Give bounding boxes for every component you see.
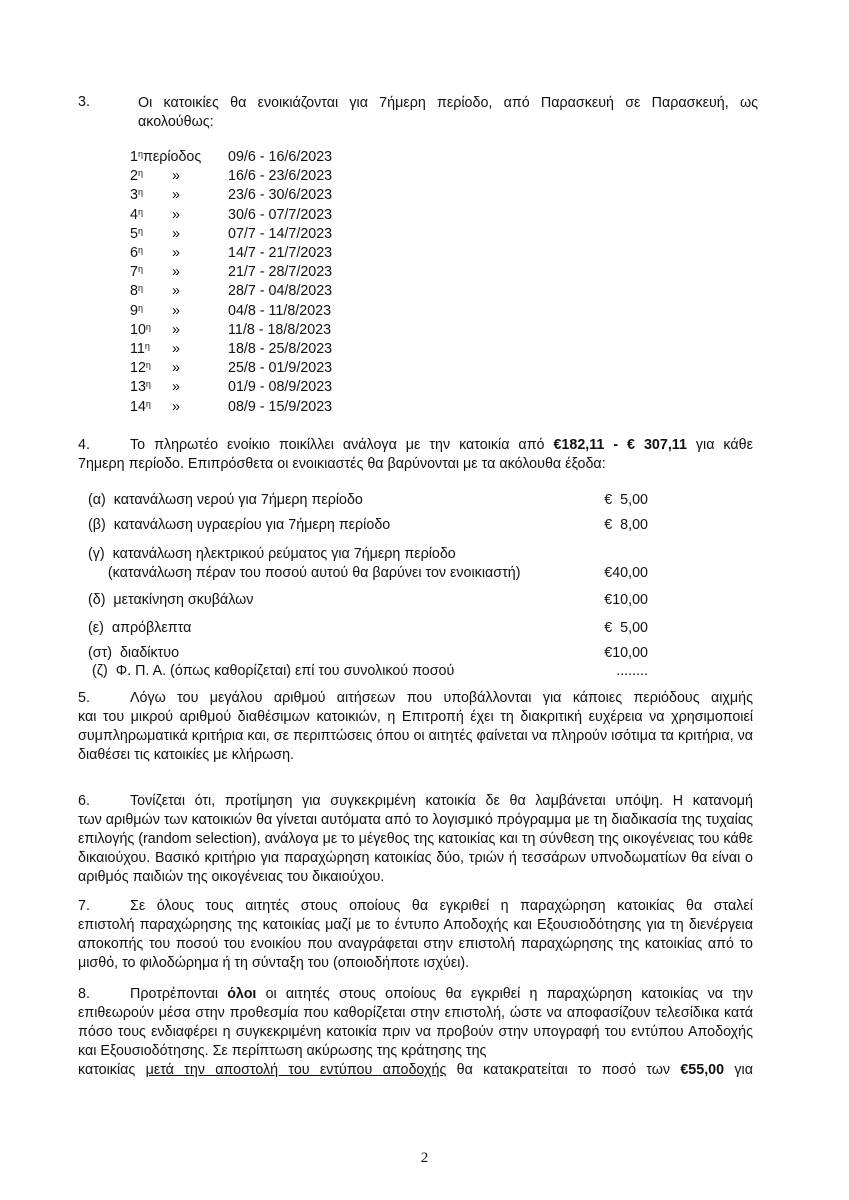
period-row xyxy=(130,186,368,205)
section-8-first-post: οι αιτητές στους οποίους θα εγκριθεί η παραχώρηση κατοικίας να την xyxy=(265,986,753,1002)
section-5-first-line: Λόγω του μεγάλου αριθμού αιτήσεων που υποβάλλονται για κάποιες περιόδους αιχμής xyxy=(130,690,753,706)
period-row xyxy=(130,321,368,340)
period-row xyxy=(130,225,368,244)
section-8-number: 8. xyxy=(78,986,90,1002)
section-4-line-2: 7ημερη περίοδο. Επιπρόσθετα οι ενοικιαστές θα βαρύνονται με τα ακόλουθα έξοδα: xyxy=(78,456,606,472)
period-dates: 08/9 - 15/9/2023 xyxy=(228,398,333,415)
period-dates: 28/7 - 04/8/2023 xyxy=(228,283,333,300)
period-dates: 11/8 - 18/8/2023 xyxy=(228,321,332,338)
period-ordinal: $14^\eta$ xyxy=(130,398,151,415)
rent-range: €182,11 - € 307,11 xyxy=(553,437,687,453)
period-row xyxy=(130,340,368,359)
section-3-line-2: ακολούθως: xyxy=(138,114,214,130)
fee-amount: €10,00 xyxy=(604,645,648,661)
period-dates: 23/6 - 30/6/2023 xyxy=(228,187,333,204)
period-row xyxy=(130,167,368,186)
section-3-number: 3. xyxy=(78,94,90,110)
period-ditto: » xyxy=(172,225,180,242)
section-3-line-1: Οι κατοικίες θα ενοικιάζονται για 7ήμερη περίοδο, από Παρασκευή σε Παρασκευή, ως xyxy=(138,95,758,111)
period-dates: 21/7 - 28/7/2023 xyxy=(228,264,333,281)
period-ordinal: $6^\eta$ xyxy=(130,245,143,262)
section-8-last-mid: θα κατακρατείται το ποσό των xyxy=(456,1062,671,1078)
period-row xyxy=(130,282,368,301)
section-4-number: 4. xyxy=(78,437,90,453)
period-ordinal: $9^\eta$ xyxy=(130,302,143,319)
period-row xyxy=(130,263,368,282)
section-4-paragraph xyxy=(78,436,753,474)
fee-amount: € 5,00 xyxy=(604,620,648,636)
period-ordinal: $7^\eta$ xyxy=(130,264,143,281)
fee-amount: ........ xyxy=(616,663,648,679)
section-8-last-line xyxy=(78,1061,753,1080)
section-7-paragraph xyxy=(78,897,753,973)
period-row xyxy=(130,148,368,167)
section-5-paragraph xyxy=(78,689,753,765)
period-ordinal: $11^\eta$ xyxy=(130,341,150,358)
fee-label: (ζ) Φ. Π. Α. (όπως καθορίζεται) επί του συνολικού ποσού xyxy=(88,663,455,679)
fee-label: (δ) μετακίνηση σκυβάλων xyxy=(88,592,254,608)
period-ordinal: $12^\eta$ xyxy=(130,360,151,377)
period-dates: 09/6 - 16/6/2023 xyxy=(228,149,333,165)
section-6-number: 6. xyxy=(78,793,90,809)
period-row xyxy=(130,244,368,263)
period-ditto: » xyxy=(172,398,180,415)
period-ordinal: $1^\eta\pi\varepsilon\rho ίo\delta o\varsigma$ xyxy=(130,149,202,165)
section-6-rest: των αριθμών των κατοικιών θα γίνεται αυτόματα από το λογισμικό πρόγραμμα με τη διαδικασία της τυχαίας επιλογής (random selection), ανάλογα με το μέγεθος της κατοικίας και τη σύνθεση της οικογένειας του κάθε δικαιούχου. Βασικό κριτήριο για παραχώρηση κατοικίας δύο, τριών ή τεσσάρων υπνοδωματίων θα είναι ο αριθμός παιδιών της οικογένειας του δικαιούχου. xyxy=(78,812,753,885)
period-dates: 04/8 - 11/8/2023 xyxy=(228,302,332,319)
fee-label: (γ) κατανάλωση ηλεκτρικού ρεύματος για 7ήμερη περίοδο xyxy=(88,546,456,562)
section-8-paragraph xyxy=(78,985,753,1080)
period-ordinal: $5^\eta$ xyxy=(130,225,143,242)
period-ditto: » xyxy=(172,283,180,300)
section-4-text-post: για κάθε xyxy=(695,437,753,453)
period-ditto: » xyxy=(172,168,180,185)
period-ditto: » xyxy=(172,264,180,281)
period-dates: 30/6 - 07/7/2023 xyxy=(228,206,333,223)
section-6-paragraph xyxy=(78,792,753,887)
section-8-rest: επιθεωρούν μέσα στην προθεσμία που καθορίζεται στην επιστολή, ώστε να αποφασίζουν τελεσίδικα κατά πόσο τους ενδιαφέρει η συγκεκριμένη κατοικία πριν να προβούν στην υπογραφή του εντύπου Αποδοχής και Εξουσιοδότησης. Σε περίπτωση ακύρωσης της κράτησης της xyxy=(78,1005,753,1059)
period-row xyxy=(130,378,368,397)
period-ditto: » xyxy=(172,341,180,358)
period-row xyxy=(130,206,368,225)
period-row xyxy=(130,302,368,321)
period-ditto: » xyxy=(172,360,180,377)
section-5-number: 5. xyxy=(78,690,90,706)
period-dates: 25/8 - 01/9/2023 xyxy=(228,360,333,377)
period-ditto: » xyxy=(172,379,180,396)
period-ditto: » xyxy=(172,302,180,319)
fee-label: (α) κατανάλωση νερού για 7ήμερη περίοδο xyxy=(88,492,363,508)
page-number: 2 xyxy=(420,1150,429,1166)
period-ditto: » xyxy=(172,321,180,338)
period-ditto: » xyxy=(172,206,180,223)
period-ordinal: $2^\eta$ xyxy=(130,168,143,185)
period-ordinal: $4^\eta$ xyxy=(130,206,143,223)
period-row xyxy=(130,398,368,417)
fee-label: (κατανάλωση πέραν του ποσού αυτού θα βαρύνει τον ενοικιαστή) xyxy=(88,565,521,581)
section-3-text xyxy=(138,94,758,132)
period-ordinal: $8^\eta$ xyxy=(130,283,143,300)
period-dates: 14/7 - 21/7/2023 xyxy=(228,245,333,262)
section-8-first-pre: Προτρέπονται xyxy=(130,986,219,1002)
section-8-last-post: για xyxy=(734,1062,753,1078)
fee-label: (στ) διαδίκτυο xyxy=(88,645,180,661)
period-dates: 01/9 - 08/9/2023 xyxy=(228,379,333,396)
section-4-text-pre: Το πληρωτέο ενοίκιο ποικίλλει ανάλογα με την κατοικία από xyxy=(130,437,545,453)
fee-amount: €40,00 xyxy=(604,565,648,581)
fee-amount: €10,00 xyxy=(604,592,648,608)
section-5-rest: και του μικρού αριθμού διαθέσιμων κατοικιών, η Επιτροπή έχει τη διακριτική ευχέρεια να χρησιμοποιεί συμπληρωματικά κριτήρια και, σε περιπτώσεις όπου οι αιτητές φαίνεται να πληρούν ισότιμα τα κριτήρια, να διαθέσει τις κατοικίες με κλήρωση. xyxy=(78,709,753,763)
section-8-last-pre: κατοικίας xyxy=(78,1062,136,1078)
section-8-underlined: μετά την αποστολή του εντύπου αποδοχής xyxy=(145,1062,447,1078)
period-dates: 18/8 - 25/8/2023 xyxy=(228,341,333,358)
fee-amount: € 5,00 xyxy=(604,492,648,508)
section-8-bold-all: όλοι xyxy=(227,986,257,1002)
cancellation-fee: €55,00 xyxy=(680,1062,725,1078)
section-7-first-line: Σε όλους τους αιτητές στους οποίους θα εγκριθεί η παραχώρηση κατοικίας θα σταλεί xyxy=(130,898,753,914)
section-6-first-line: Τονίζεται ότι, προτίμηση για συγκεκριμένη κατοικία δε θα λαμβάνεται υπόψη. Η κατανομή xyxy=(130,793,753,809)
period-ordinal: $13^\eta$ xyxy=(130,379,151,396)
fee-label: (ε) απρόβλεπτα xyxy=(88,620,192,636)
section-7-number: 7. xyxy=(78,898,90,914)
period-dates: 16/6 - 23/6/2023 xyxy=(228,168,333,185)
period-dates: 07/7 - 14/7/2023 xyxy=(228,225,333,242)
fee-amount: € 8,00 xyxy=(604,517,648,533)
period-row xyxy=(130,359,368,378)
period-ditto: » xyxy=(172,245,180,262)
section-7-rest: επιστολή παραχώρησης της κατοικίας μαζί με το έντυπο Αποδοχής και Εξουσιοδότησης για τη διενέργεια αποκοπής του ποσού του ενοικίου που αναγράφεται στην επιστολή παραχώρησης της κατοικίας από το μισθό, το φιλοδώρημα ή τη σύνταξη του (οποιοδήποτε ισχύει). xyxy=(78,917,753,971)
fee-label: (β) κατανάλωση υγραερίου για 7ήμερη περίοδο xyxy=(88,517,391,533)
period-ordinal: $10^\eta$ xyxy=(130,321,151,338)
period-ditto: » xyxy=(172,187,180,204)
period-ordinal: $3^\eta$ xyxy=(130,187,143,204)
periods-list xyxy=(130,148,368,417)
